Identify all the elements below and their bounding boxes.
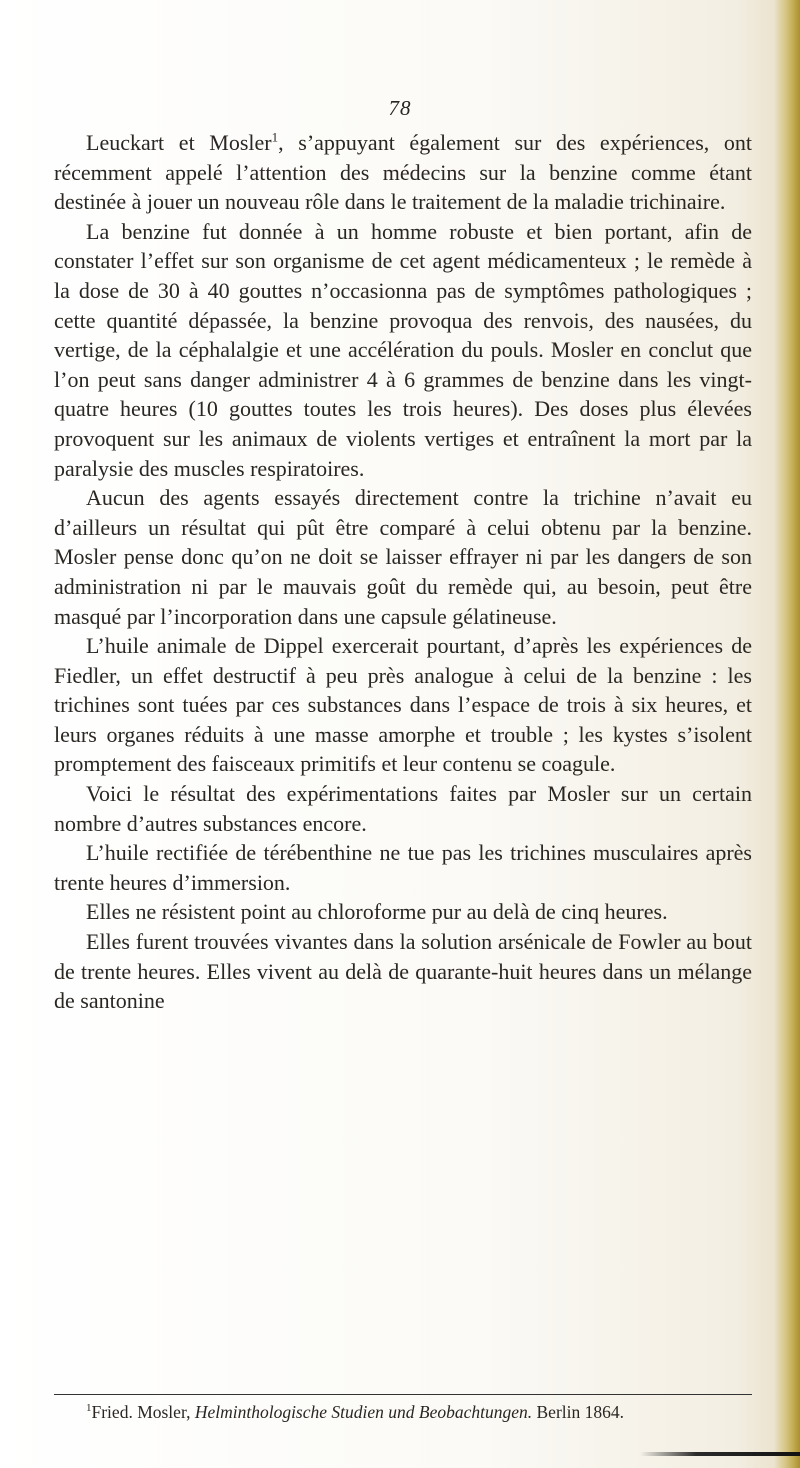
paragraph-6: L’huile rectifiée de térébenthine ne tue pas les trichines musculaires après trente heures d’immersion. xyxy=(54,840,752,895)
paragraph-1-rest: , s’appuyant également sur des expériences, ont récemment appelé l’attention des médecins sur la benzine comme étant destinée à jouer un nouveau rôle dans le traitement de la maladie trichinaire. xyxy=(54,130,752,215)
footnote-author: Fried. Mosler, xyxy=(91,1402,191,1422)
paragraph-5: Voici le résultat des expérimentations faites par Mosler sur un certain nombre d’autres substances encore. xyxy=(54,781,752,836)
paragraph-4: L’huile animale de Dippel exercerait pourtant, d’après les expériences de Fiedler, un effet destructif à peu près analogue à celui de la benzine : les trichines sont tuées par ces substances dans l’espace de trois à six heures, et leurs organes réduits à une masse amorphe et trouble ; les kystes s’isolent promptement des faisceaux primitifs et leur contenu se coagule. xyxy=(54,633,752,777)
paragraph-1-lead: Leuckart et Mosler xyxy=(86,130,272,155)
page-number: 78 xyxy=(388,96,412,120)
body-text xyxy=(54,128,752,1016)
footnote-divider xyxy=(54,1394,752,1395)
footnote-title: Helminthologische Studien und Beobachtungen. xyxy=(194,1402,533,1422)
footnote-place-year: Berlin 1864. xyxy=(536,1402,624,1422)
footnote xyxy=(54,1400,752,1424)
paragraph-8: Elles furent trouvées vivantes dans la solution arsénicale de Fowler au bout de trente heures. Elles vivent au delà de quarante-huit heures dans un mélange de santonine xyxy=(54,929,752,1014)
paragraph-1 xyxy=(54,128,752,217)
page-bottom-edge xyxy=(640,1452,800,1456)
paragraph-7: Elles ne résistent point au chloroforme pur au delà de cinq heures. xyxy=(86,899,668,925)
footnote-reference: 1 xyxy=(271,129,279,145)
paragraph-3: Aucun des agents essayés directement contre la trichine n’avait eu d’ailleurs un résultat qui pût être comparé à celui obtenu par la benzine. Mosler pense donc qu’on ne doit se laisser effrayer ni par les dangers de son administration ni par le mauvais goût du remède qui, au besoin, peut être masqué par l’incorporation dans une capsule gélatineuse. xyxy=(54,485,752,629)
footnote-marker: 1 xyxy=(86,1402,92,1415)
page-spine-edge xyxy=(774,0,800,1468)
paragraph-2: La benzine fut donnée à un homme robuste et bien portant, afin de constater l’effet sur son organisme de cet agent médicamenteux ; le remède à la dose de 30 à 40 gouttes n’occasionna pas de symptômes pathologiques ; cette quantité dépassée, la benzine provoqua des renvois, des nausées, du vertige, de la céphalalgie et une accélération du pouls. Mosler en conclut que l’on peut sans danger administrer 4 à 6 grammes de benzine dans les vingt-quatre heures (10 gouttes toutes les trois heures). Des doses plus élevées provoquent sur les animaux de violents vertiges et entraînent la mort par la paralysie des muscles respiratoires. xyxy=(54,218,752,481)
